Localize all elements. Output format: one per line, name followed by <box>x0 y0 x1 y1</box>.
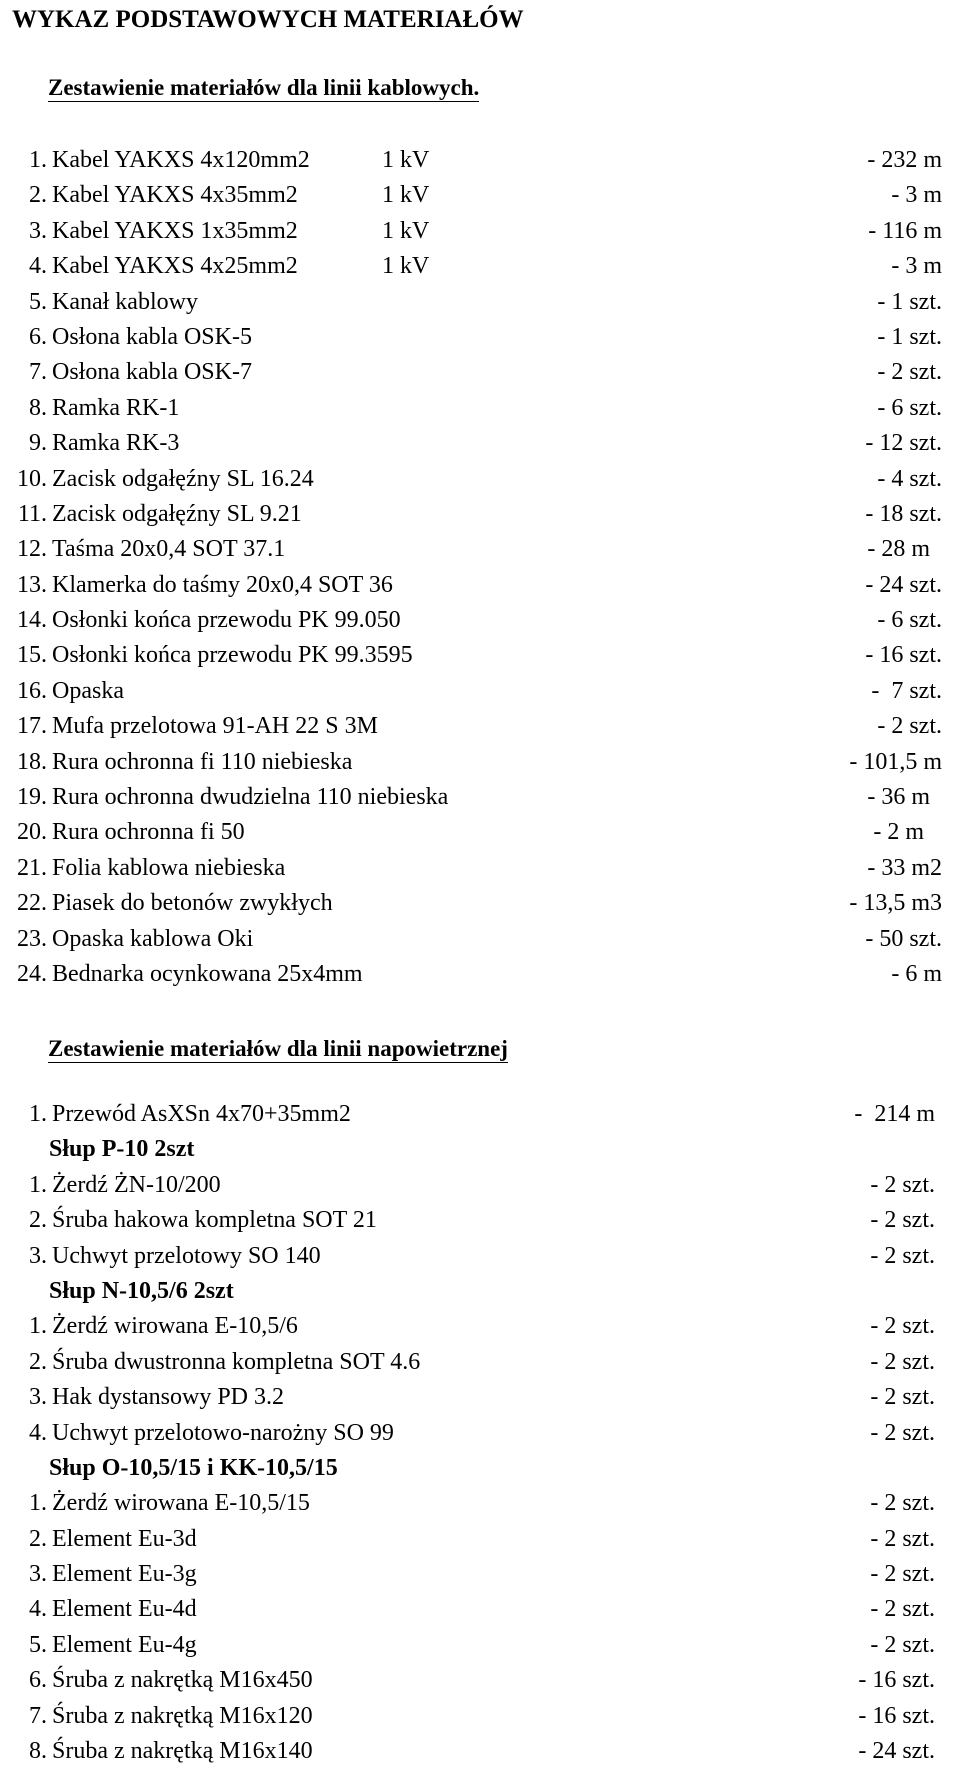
item-quantity: - 3 m <box>891 253 942 280</box>
item-name: Osłonki końca przewodu PK 99.3595 <box>52 642 413 669</box>
item-name: Żerdź wirowana E-10,5/6 <box>52 1313 298 1340</box>
list-item <box>0 603 960 638</box>
item-quantity: - 2 m <box>873 819 942 846</box>
item-name: Osłona kabla OSK-5 <box>52 323 252 350</box>
list-item <box>0 1663 960 1698</box>
item-name: Element Eu-3g <box>52 1561 197 1588</box>
item-name: Żerdź ŻN-10/200 <box>52 1171 221 1198</box>
item-number: 6. <box>29 323 47 350</box>
list-item <box>0 1557 960 1592</box>
item-name: Ramka RK-3 <box>52 430 180 457</box>
item-number: 6. <box>29 1667 47 1694</box>
item-name: Kabel YAKXS 4x120mm2 <box>52 147 310 173</box>
item-quantity: - 2 szt. <box>870 1490 935 1517</box>
item-number: 3. <box>29 1242 47 1269</box>
item-voltage: 1 kV <box>382 217 430 244</box>
item-number: 5. <box>29 1631 47 1658</box>
item-number: 20. <box>17 819 47 846</box>
item-name: Zacisk odgałęźny SL 16.24 <box>52 465 314 492</box>
list-item <box>0 851 960 886</box>
list-item <box>0 1592 960 1627</box>
item-quantity: - 214 m <box>854 1101 935 1127</box>
item-quantity: - 28 m <box>867 536 942 563</box>
item-quantity: - 18 szt. <box>865 500 942 527</box>
item-quantity: - 2 szt. <box>870 1419 935 1446</box>
item-name: Żerdź wirowana E-10,5/15 <box>52 1490 310 1517</box>
list-item <box>0 1734 960 1769</box>
item-quantity: - 6 m <box>891 960 942 987</box>
item-quantity: - 2 szt. <box>870 1348 935 1375</box>
list-item <box>0 143 960 178</box>
item-name: Osłona kabla OSK-7 <box>52 359 252 386</box>
item-name: Taśma 20x0,4 SOT 37.1 <box>52 536 286 563</box>
item-name: Element Eu-4d <box>52 1596 197 1623</box>
item-name: Bednarka ocynkowana 25x4mm <box>52 960 363 987</box>
item-number: 2. <box>29 182 47 209</box>
list-item <box>0 815 960 850</box>
item-number: 14. <box>17 607 47 634</box>
item-quantity: - 2 szt. <box>870 1207 935 1234</box>
list-item <box>0 355 960 390</box>
item-number: 5. <box>29 288 47 315</box>
item-name: Śruba hakowa kompletna SOT 21 <box>52 1207 377 1234</box>
item-number: 2. <box>29 1525 47 1552</box>
list-item <box>0 1203 960 1238</box>
list-item <box>0 1628 960 1663</box>
list-item <box>0 1380 960 1415</box>
item-quantity: - 2 szt. <box>870 1384 935 1411</box>
item-name: Osłonki końca przewodu PK 99.050 <box>52 607 401 634</box>
item-name: Klamerka do taśmy 20x0,4 SOT 36 <box>52 571 393 598</box>
item-quantity: - 36 m <box>867 784 942 811</box>
item-quantity: - 3 m <box>891 182 942 209</box>
item-name: Uchwyt przelotowy SO 140 <box>52 1242 321 1269</box>
overhead-materials-list <box>0 1097 960 1769</box>
list-item <box>0 426 960 461</box>
item-name: Rura ochronna dwudzielna 110 niebieska <box>52 784 449 811</box>
section-heading-cable-lines <box>48 75 479 101</box>
item-name: Uchwyt przelotowo-narożny SO 99 <box>52 1419 394 1446</box>
item-number: 17. <box>17 713 47 740</box>
pole-subheading-text: Słup O-10,5/15 i KK-10,5/15 <box>49 1454 338 1481</box>
item-quantity: - 2 szt. <box>877 713 942 740</box>
list-item <box>0 745 960 780</box>
item-number: 15. <box>17 642 47 669</box>
item-quantity: - 50 szt. <box>865 925 942 952</box>
item-name: Ramka RK-1 <box>52 394 180 421</box>
item-number: 1. <box>29 1313 47 1340</box>
item-number: 2. <box>29 1348 47 1375</box>
list-item <box>0 1097 960 1132</box>
item-number: 4. <box>29 1596 47 1623</box>
list-item <box>0 1522 960 1557</box>
item-number: 8. <box>29 1738 47 1765</box>
item-name: Kabel YAKXS 4x25mm2 <box>52 253 298 280</box>
item-quantity: - 4 szt. <box>877 465 942 492</box>
cable-materials-list <box>0 143 960 992</box>
item-number: 3. <box>29 217 47 244</box>
pole-subheading-text: Słup N-10,5/6 2szt <box>49 1277 234 1304</box>
item-quantity: - 1 szt. <box>877 323 942 350</box>
list-item <box>0 532 960 567</box>
item-number: 18. <box>17 748 47 775</box>
item-number: 19. <box>17 784 47 811</box>
pole-subheading <box>0 1132 960 1167</box>
item-quantity: - 16 szt. <box>865 642 942 669</box>
item-voltage: 1 kV <box>382 253 430 280</box>
list-item <box>0 320 960 355</box>
item-name: Kabel YAKXS 1x35mm2 <box>52 217 298 244</box>
item-number: 13. <box>17 571 47 598</box>
list-item <box>0 497 960 532</box>
item-number: 3. <box>29 1561 47 1588</box>
list-item <box>0 249 960 284</box>
item-quantity: - 2 szt. <box>870 1631 935 1658</box>
item-quantity: - 232 m <box>867 147 942 173</box>
item-number: 8. <box>29 394 47 421</box>
item-quantity: - 2 szt. <box>870 1242 935 1269</box>
item-quantity: - 2 szt. <box>870 1171 935 1198</box>
item-quantity: - 116 m <box>868 217 942 244</box>
item-name: Zacisk odgałęźny SL 9.21 <box>52 500 302 527</box>
pole-subheading-text: Słup P-10 2szt <box>49 1136 195 1163</box>
item-number: 10. <box>17 465 47 492</box>
item-voltage: 1 kV <box>382 182 430 209</box>
item-name: Śruba z nakrętką M16x450 <box>52 1667 313 1694</box>
item-number: 3. <box>29 1384 47 1411</box>
list-item <box>0 1699 960 1734</box>
list-item <box>0 957 960 992</box>
list-item <box>0 922 960 957</box>
item-number: 21. <box>17 854 47 881</box>
item-number: 1. <box>29 1101 47 1127</box>
item-name: Śruba z nakrętką M16x140 <box>52 1738 313 1765</box>
item-name: Piasek do betonów zwykłych <box>52 890 333 917</box>
section-heading-text: Zestawienie materiałów dla linii kablowych. <box>48 75 480 100</box>
item-voltage: 1 kV <box>382 147 430 173</box>
section-heading-overhead-line <box>48 1036 508 1062</box>
item-number: 23. <box>17 925 47 952</box>
item-name: Hak dystansowy PD 3.2 <box>52 1384 284 1411</box>
item-quantity: - 33 m2 <box>867 854 942 881</box>
item-number: 2. <box>29 1207 47 1234</box>
list-item <box>0 214 960 249</box>
item-name: Śruba dwustronna kompletna SOT 4.6 <box>52 1348 421 1375</box>
item-number: 7. <box>29 1702 47 1729</box>
item-number: 24. <box>17 960 47 987</box>
item-number: 4. <box>29 253 47 280</box>
document-title: WYKAZ PODSTAWOWYCH MATERIAŁÓW <box>12 6 524 33</box>
item-name: Opaska <box>52 677 124 704</box>
item-quantity: - 2 szt. <box>870 1525 935 1552</box>
list-item <box>0 391 960 426</box>
item-name: Rura ochronna fi 50 <box>52 819 245 846</box>
item-name: Folia kablowa niebieska <box>52 854 286 881</box>
list-item <box>0 638 960 673</box>
section-heading-text: Zestawienie materiałów dla linii napowietrznej <box>48 1036 508 1061</box>
item-number: 1. <box>29 1490 47 1517</box>
item-number: 7. <box>29 359 47 386</box>
item-quantity: - 1 szt. <box>877 288 942 315</box>
item-name: Kabel YAKXS 4x35mm2 <box>52 182 298 209</box>
item-quantity: - 6 szt. <box>877 607 942 634</box>
item-number: 1. <box>29 147 47 173</box>
item-quantity: - 12 szt. <box>865 430 942 457</box>
list-item <box>0 674 960 709</box>
item-number: 11. <box>17 500 47 527</box>
item-quantity: - 24 szt. <box>865 571 942 598</box>
list-item <box>0 285 960 320</box>
item-quantity: - 2 szt. <box>870 1561 935 1588</box>
item-quantity: - 6 szt. <box>877 394 942 421</box>
list-item <box>0 1486 960 1521</box>
item-quantity: - 7 szt. <box>871 677 942 704</box>
item-quantity: - 2 szt. <box>870 1596 935 1623</box>
item-quantity: - 101,5 m <box>849 748 942 775</box>
item-name: Rura ochronna fi 110 niebieska <box>52 748 353 775</box>
item-quantity: - 2 szt. <box>870 1313 935 1340</box>
list-item <box>0 886 960 921</box>
list-item <box>0 178 960 213</box>
item-quantity: - 2 szt. <box>877 359 942 386</box>
list-item <box>0 1309 960 1344</box>
list-item <box>0 780 960 815</box>
item-quantity: - 24 szt. <box>858 1738 935 1765</box>
list-item <box>0 568 960 603</box>
pole-subheading <box>0 1451 960 1486</box>
item-number: 16. <box>17 677 47 704</box>
item-number: 22. <box>17 890 47 917</box>
item-name: Przewód AsXSn 4x70+35mm2 <box>52 1101 351 1127</box>
list-item <box>0 1168 960 1203</box>
item-quantity: - 13,5 m3 <box>849 890 942 917</box>
item-name: Element Eu-3d <box>52 1525 197 1552</box>
list-item <box>0 1345 960 1380</box>
item-name: Kanał kablowy <box>52 288 198 315</box>
item-name: Element Eu-4g <box>52 1631 197 1658</box>
item-name: Śruba z nakrętką M16x120 <box>52 1702 313 1729</box>
item-quantity: - 16 szt. <box>858 1702 935 1729</box>
item-name: Mufa przelotowa 91-AH 22 S 3M <box>52 713 378 740</box>
item-number: 1. <box>29 1171 47 1198</box>
list-item <box>0 1416 960 1451</box>
pole-subheading <box>0 1274 960 1309</box>
item-number: 12. <box>17 536 47 563</box>
item-number: 9. <box>29 430 47 457</box>
list-item <box>0 462 960 497</box>
item-quantity: - 16 szt. <box>858 1667 935 1694</box>
list-item <box>0 709 960 744</box>
item-number: 4. <box>29 1419 47 1446</box>
item-name: Opaska kablowa Oki <box>52 925 254 952</box>
list-item <box>0 1239 960 1274</box>
